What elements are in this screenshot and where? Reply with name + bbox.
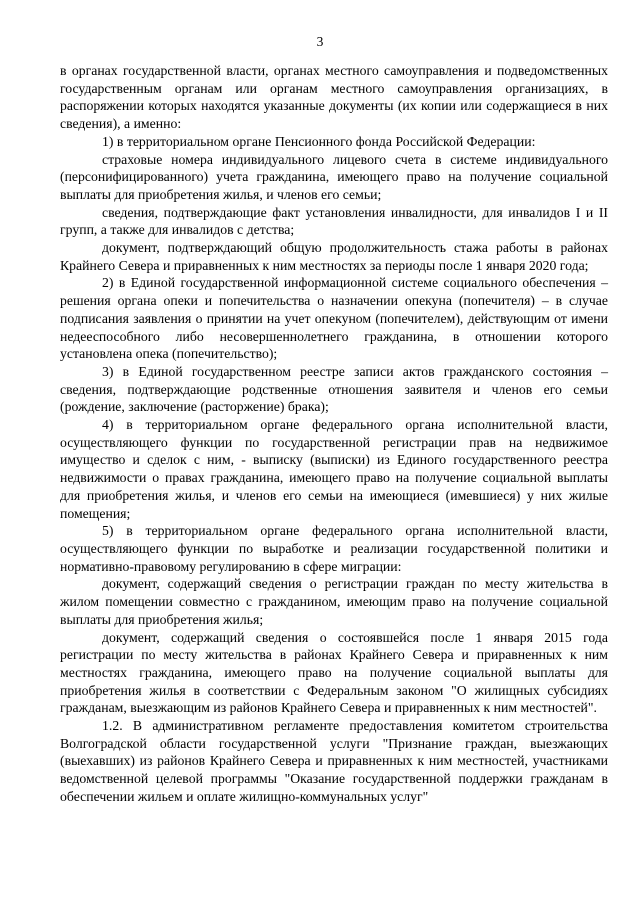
body-text <box>60 62 608 806</box>
paragraph-work-experience: документ, подтверждающий общую продолжительность стажа работы в районах Крайнего Севера и приравненных к ним местностях за периоды после 1 января 2020 года; <box>60 240 608 273</box>
paragraph-item-2-social-system: 2) в Единой государственной информационной системе социального обеспечения – решения органа опеки и попечительства о назначении опекуна (попечителя) – в случае подписания заявления о принятии на учет опекуном (попечителем), действующим от имени недееспособного либо несовершеннолетнего гражданина, в отношении которого установлена опека (попечительство); <box>60 275 608 362</box>
paragraph-section-1-2: 1.2. В административном регламенте предоставления комитетом строительства Волгоградской области государственной услуги "Признание граждан, выезжающих (выехавших) из районов Крайнего Севера и приравненных к ним местностей, участниками ведомственной целевой программы "Оказание государственной поддержки гражданам в обеспечении жильем и оплате жилищно-коммунальных услуг" <box>60 718 608 804</box>
paragraph-item-3-civil-registry: 3) в Единой государственном реестре записи актов гражданского состояния – сведения, подтверждающие родственные отношения заявителя и членов его семьи (рождение, заключение (расторжение) брака); <box>60 363 608 415</box>
paragraph-item-1-pension-fund: 1) в территориальном органе Пенсионного фонда Российской Федерации: <box>102 133 536 149</box>
paragraph-residence-registration: документ, содержащий сведения о регистрации граждан по месту жительства в жилом помещении совместно с гражданином, имеющим право на получение социальной выплаты для приобретения жилья; <box>60 576 608 627</box>
paragraph-intro: в органах государственной власти, органах местного самоуправления и подведомственных государственным органам или органам местного самоуправления организациях, в распоряжении которых находятся указанные документы (их копии или содержащиеся в них сведения), а именно: <box>60 63 608 132</box>
paragraph-far-north-registration: документ, содержащий сведения о состоявшейся после 1 января 2015 года регистрации по месту жительства в районах Крайнего Севера и приравненных к ним местностях гражданина, имеющего право на получение социальной выплаты для приобретения жилья в соответствии с Федеральным законом "О жилищных субсидиях гражданам, выезжающим из районов Крайнего Севера и приравненных к ним местностей". <box>60 629 608 716</box>
paragraph-item-4-property-registry: 4) в территориальном органе федерального органа исполнительной власти, осуществляющего функции по государственной регистрации прав на недвижимое имущество и сделок с ним, - выписку (выписки) из Единого государственного реестра недвижимости о правах гражданина, имеющего право на получение социальной выплаты для приобретения жилья, и членов его семьи на имеющиеся (имевшиеся) у них жилые помещения; <box>60 417 608 521</box>
paragraph-disability-info: сведения, подтверждающие факт установления инвалидности, для инвалидов I и II групп, а также для инвалидов с детства; <box>60 204 608 238</box>
page-number: 3 <box>316 34 324 49</box>
paragraph-insurance-numbers: страховые номера индивидуального лицевого счета в системе индивидуального (персонифицированного) учета гражданина, имеющего право на получение социальной выплаты для приобретения жилья, и членов его семьи; <box>60 151 608 202</box>
paragraph-item-5-migration: 5) в территориальном органе федерального органа исполнительной власти, осуществляющего функции по выработке и реализации государственной политики и нормативно-правовому регулированию в сфере миграции: <box>60 523 608 574</box>
